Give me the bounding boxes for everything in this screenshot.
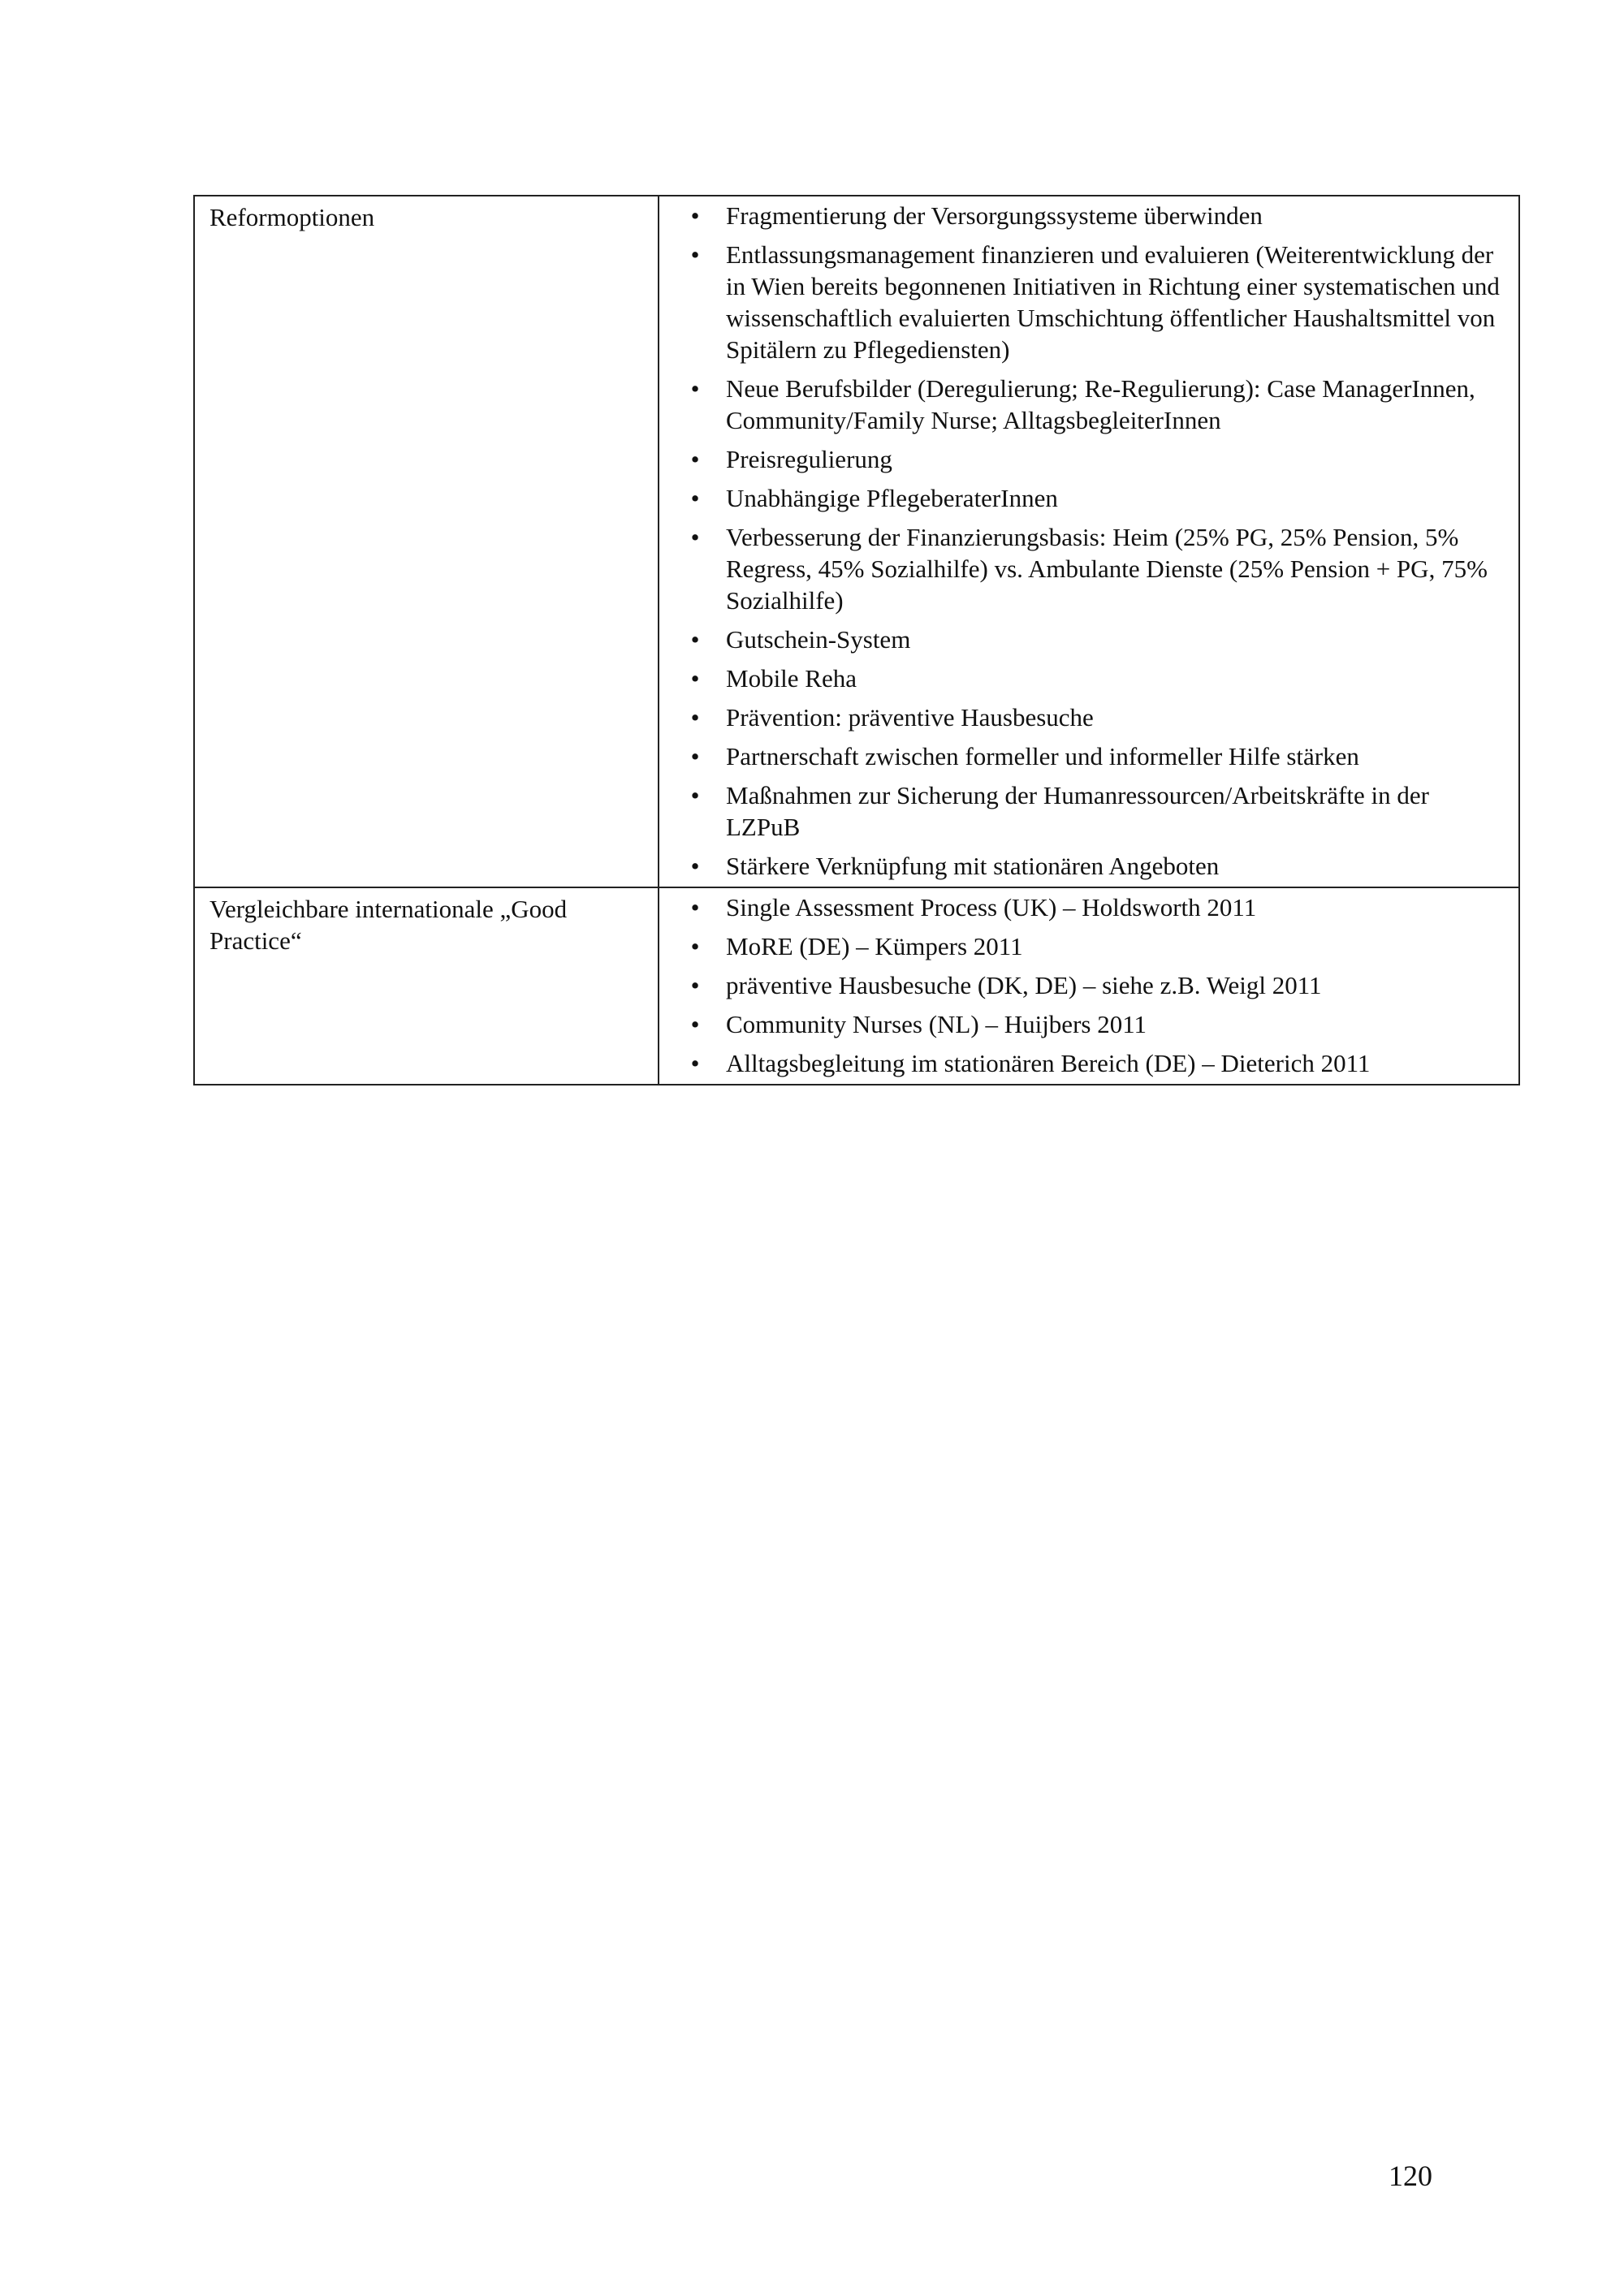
bullet-icon: • <box>690 664 700 693</box>
bullet-icon: • <box>690 781 700 809</box>
bullet-icon: • <box>690 742 700 770</box>
list-item <box>674 740 1504 772</box>
list-item <box>674 1047 1504 1079</box>
list-item <box>674 200 1504 231</box>
bullet-icon: • <box>690 852 700 880</box>
bullet-icon: • <box>690 1049 700 1077</box>
list-item-text: Single Assessment Process (UK) – Holdsworth 2011 <box>726 893 1257 921</box>
list-item <box>674 373 1504 436</box>
row-content-cell <box>659 887 1519 1085</box>
list-item-text: Fragmentierung der Versorgungssysteme überwinden <box>726 201 1263 230</box>
bullet-list <box>674 891 1504 1079</box>
list-item-text: Alltagsbegleitung im stationären Bereich (DE) – Dieterich 2011 <box>726 1049 1371 1077</box>
list-item <box>674 930 1504 962</box>
bullet-icon: • <box>690 484 700 512</box>
list-item <box>674 482 1504 514</box>
bullet-icon: • <box>690 971 700 999</box>
list-item <box>674 521 1504 616</box>
table-row <box>194 196 1519 887</box>
list-item <box>674 662 1504 694</box>
bullet-icon: • <box>690 703 700 732</box>
bullet-icon: • <box>690 1010 700 1038</box>
row-label: Vergleichbare internationale „Good Practice“ <box>209 895 568 955</box>
list-item-text: Gutschein-System <box>726 625 911 654</box>
list-item <box>674 779 1504 843</box>
list-item-text: Maßnahmen zur Sicherung der Humanressourcen/Arbeitskräfte in der LZPuB <box>726 781 1429 841</box>
list-item-text: Verbesserung der Finanzierungsbasis: Heim (25% PG, 25% Pension, 5% Regress, 45% Sozialhilfe) vs. Ambulante Dienste (25% Pension + PG, 75% Sozialhilfe) <box>726 523 1488 615</box>
bullet-icon: • <box>690 523 700 551</box>
bullet-icon: • <box>690 445 700 473</box>
row-content-cell <box>659 196 1519 887</box>
list-item <box>674 443 1504 475</box>
row-label: Reformoptionen <box>209 203 375 231</box>
row-label-cell <box>194 196 659 887</box>
list-item-text: Stärkere Verknüpfung mit stationären Angeboten <box>726 852 1220 880</box>
list-item-text: präventive Hausbesuche (DK, DE) – siehe z.B. Weigl 2011 <box>726 971 1322 999</box>
bullet-icon: • <box>690 374 700 403</box>
bullet-icon: • <box>690 201 700 230</box>
list-item-text: Partnerschaft zwischen formeller und informeller Hilfe stärken <box>726 742 1359 770</box>
list-item-text: Community Nurses (NL) – Huijbers 2011 <box>726 1010 1147 1038</box>
table-body <box>194 196 1519 1085</box>
list-item <box>674 624 1504 655</box>
bullet-icon: • <box>690 240 700 269</box>
list-item <box>674 969 1504 1001</box>
list-item <box>674 701 1504 733</box>
table-row <box>194 887 1519 1085</box>
list-item <box>674 239 1504 365</box>
bullet-icon: • <box>690 893 700 921</box>
bullet-icon: • <box>690 932 700 960</box>
list-item-text: Entlassungsmanagement finanzieren und evaluieren (Weiterentwicklung der in Wien bereits begonnenen Initiativen in Richtung einer systematischen und wissenschaftlich evaluierten Umschichtung öffentlicher Haushaltsmittel von Spitälern zu Pflegediensten) <box>726 240 1500 364</box>
document-table <box>193 195 1520 1085</box>
list-item-text: Mobile Reha <box>726 664 857 693</box>
bullet-icon: • <box>690 625 700 654</box>
list-item <box>674 1008 1504 1040</box>
list-item <box>674 891 1504 923</box>
list-item-text: MoRE (DE) – Kümpers 2011 <box>726 932 1023 960</box>
list-item-text: Prävention: präventive Hausbesuche <box>726 703 1094 732</box>
list-item-text: Unabhängige PflegeberaterInnen <box>726 484 1058 512</box>
page-number: 120 <box>1389 2160 1432 2192</box>
bullet-list <box>674 200 1504 882</box>
list-item-text: Preisregulierung <box>726 445 892 473</box>
row-label-cell <box>194 887 659 1085</box>
list-item <box>674 850 1504 882</box>
list-item-text: Neue Berufsbilder (Deregulierung; Re-Regulierung): Case ManagerInnen, Community/Family Nurse; AlltagsbegleiterInnen <box>726 374 1475 434</box>
